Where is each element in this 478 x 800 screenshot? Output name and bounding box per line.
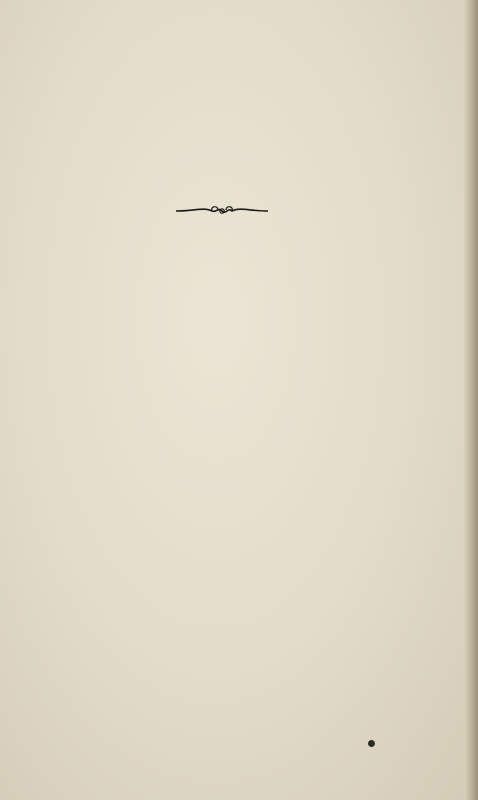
decorative-ornament xyxy=(174,202,270,220)
print-mark xyxy=(368,740,375,747)
book-spine xyxy=(464,0,478,800)
